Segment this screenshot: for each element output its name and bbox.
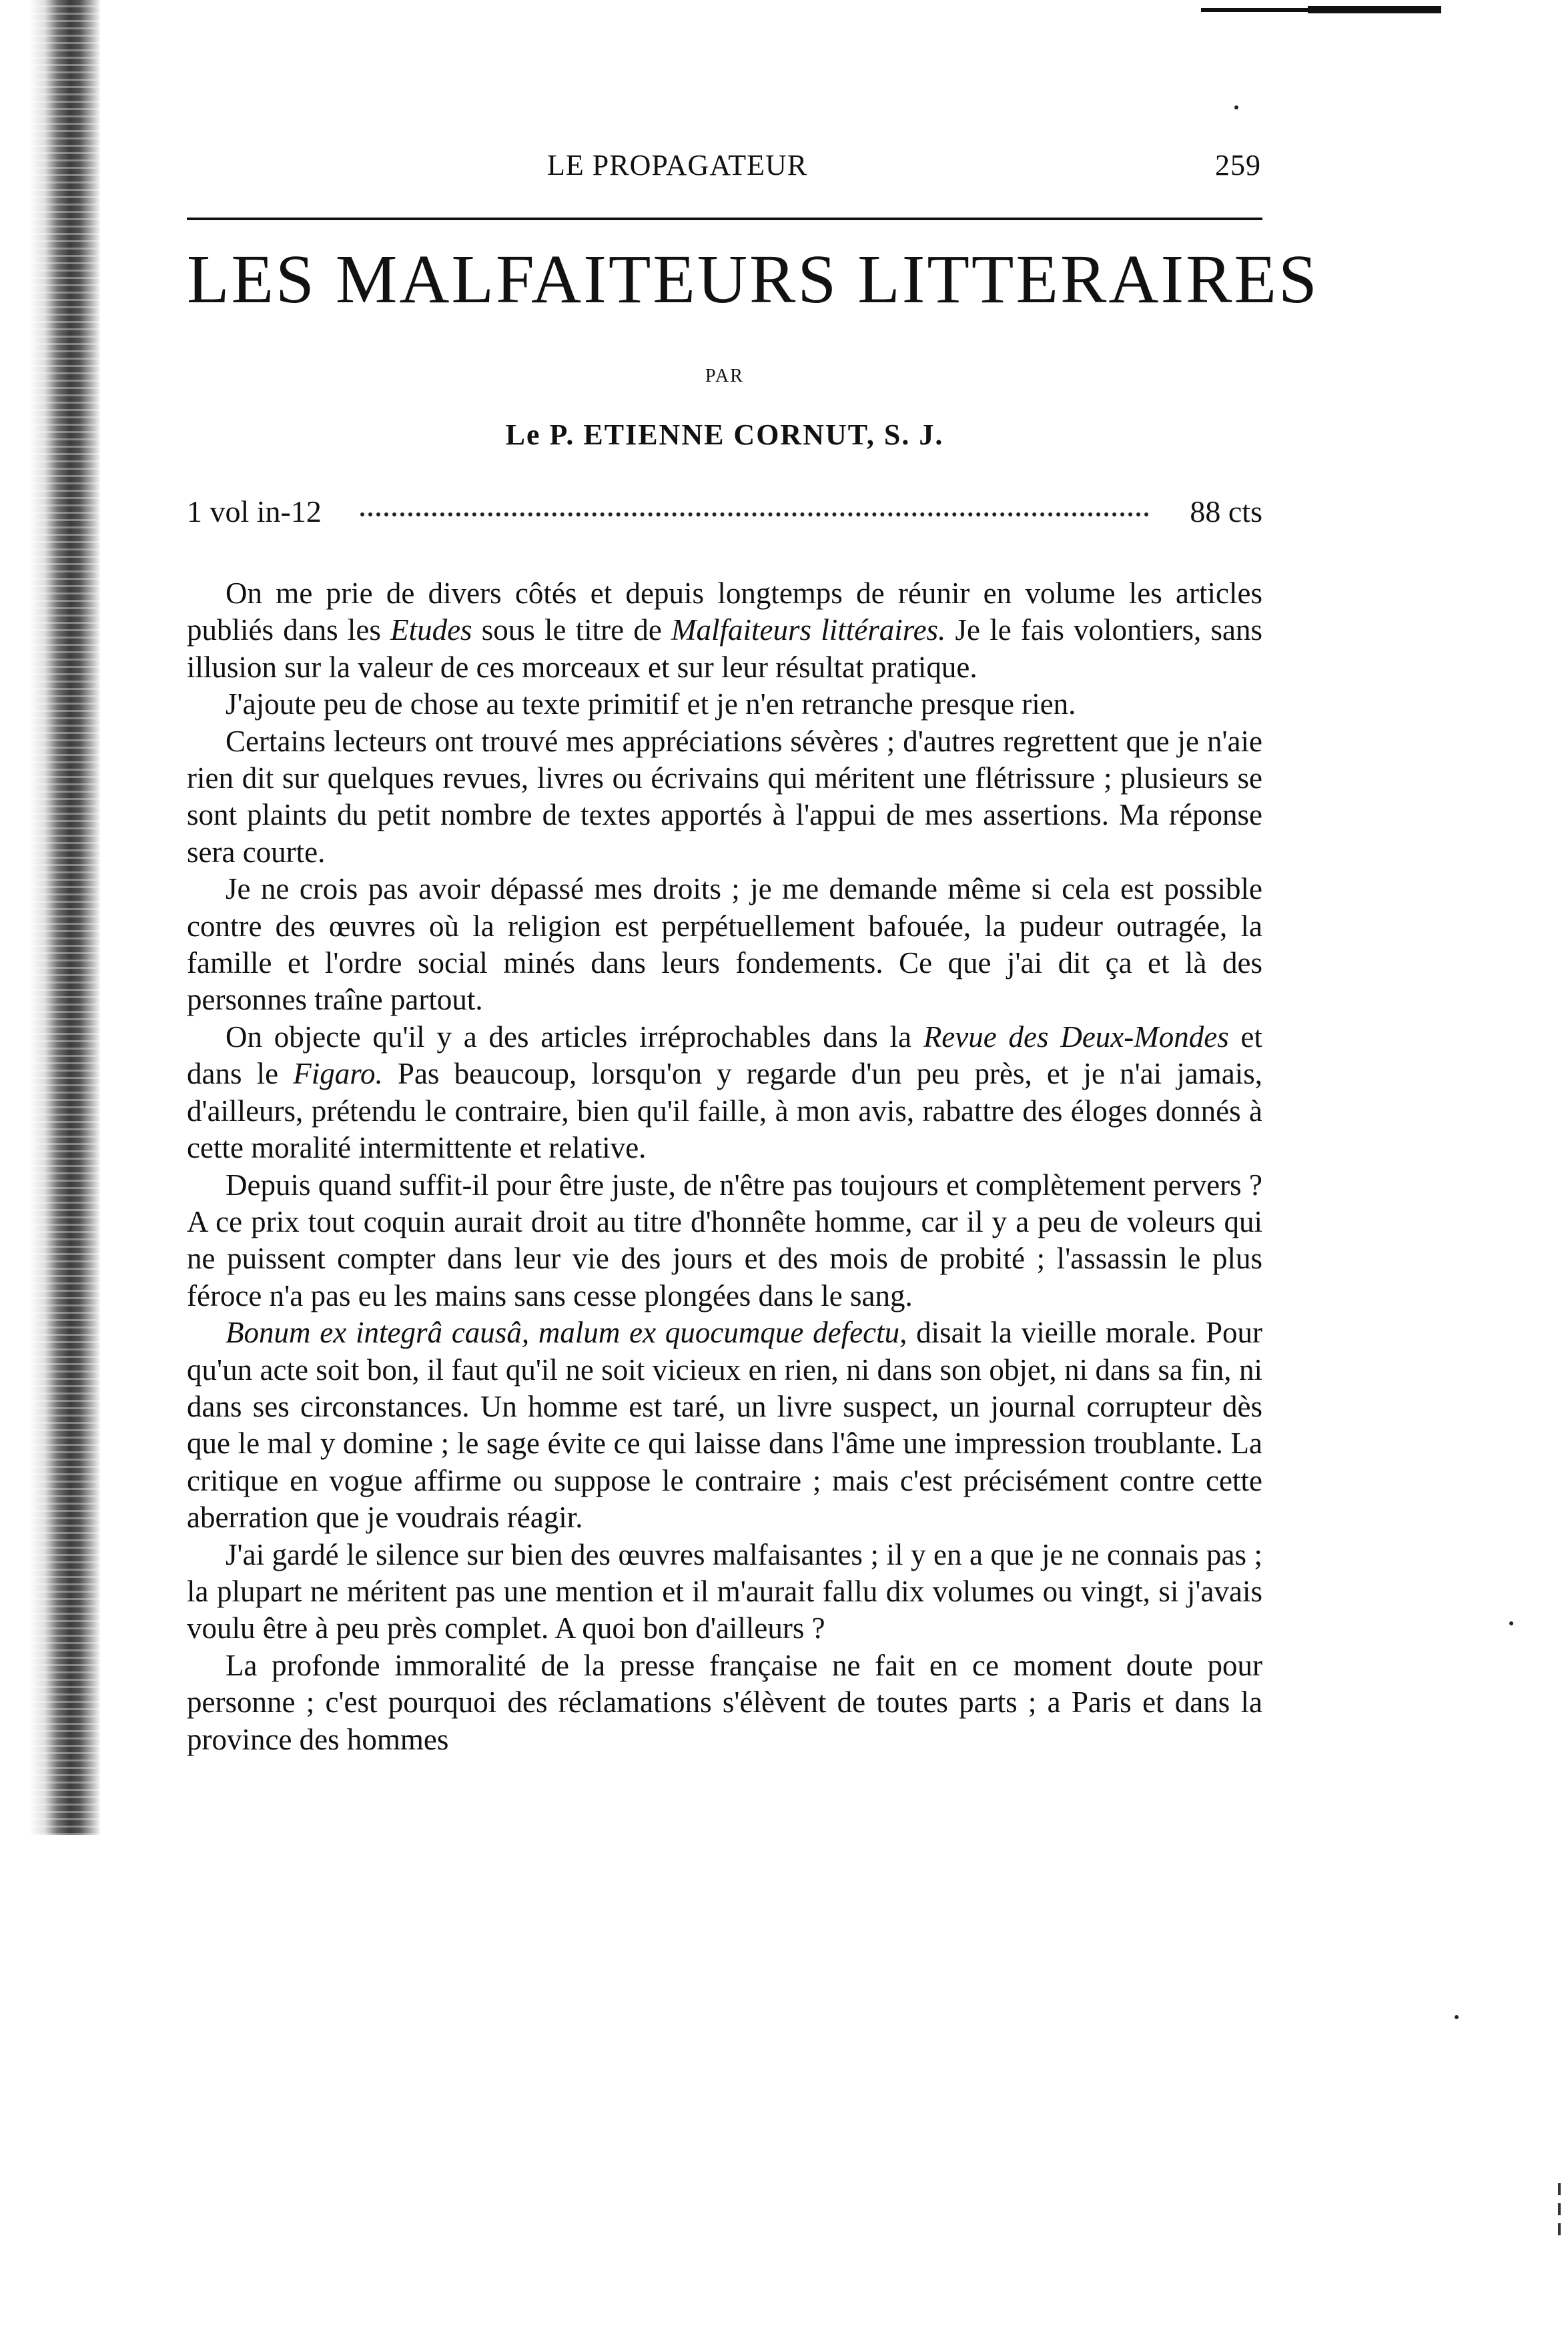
text-run: Je le fais volontiers, sans illusion sur la valeur de ces morceaux et sur leur résultat pratique. (187, 613, 1262, 684)
leader-dots (360, 512, 1149, 516)
article-body (187, 575, 1262, 1758)
author-line: Le P. ETIENNE CORNUT, S. J. (505, 418, 944, 451)
scan-speck (1234, 105, 1238, 109)
scan-binding-edge (0, 0, 100, 1835)
text-run: On me prie de divers côtés et depuis longtemps de réunir en volume les articles publiés dans les (187, 576, 1262, 647)
scan-speck (1509, 1621, 1513, 1625)
body-paragraph (187, 1314, 1262, 1536)
italic-run: Malfaiteurs littéraires. (671, 613, 946, 647)
scan-margin-marks (1558, 2175, 1561, 2235)
text-run: Depuis quand suffit-il pour être juste, de n'être pas toujours et complètement pervers ? A ce prix tout coquin aurait droit au titre d'honnête homme, car il y a peu de voleurs qui ne puissent compter dans leur vie des jours et des mois de probité ; l'assassin le plus féroce n'a pas eu les mains sans cesse plongées dans le sang. (187, 1168, 1262, 1312)
text-run: Certains lecteurs ont trouvé mes appréciations sévères ; d'autres regrettent que je n'aie rien dit sur quelques revues, livres ou écrivains qui méritent une flétrissure ; plusieurs se sont plaints du petit nombre de textes apportés à l'appui de mes assertions. Ma réponse sera courte. (187, 724, 1262, 869)
text-run: disait la vieille morale. Pour qu'un acte soit bon, il faut qu'il ne soit vicieux en rien, ni dans son objet, ni dans sa fin, ni dans ses circonstances. Un homme est taré, un livre suspect, un journal corrupteur dès que le mal y domine ; le sage évite ce qui laisse dans l'âme une impression troublante. La critique en vogue affirme ou suppose le contraire ; mais c'est précisément contre cette aberration que je voudrais réagir. (187, 1316, 1262, 1535)
by-line: PAR (705, 366, 744, 386)
volume-price-line (187, 494, 1262, 540)
body-paragraph (187, 575, 1262, 686)
text-run: J'ai gardé le silence sur bien des œuvres malfaisantes ; il y en a que je ne connais pas ; la plupart ne méritent pas une mention et il m'aurait fallu dix volumes ou vingt, si j'avais voulu être à peu près complet. A quoi bon d'ailleurs ? (187, 1537, 1262, 1645)
header-rule (187, 218, 1262, 220)
text-run: sous le titre de (472, 613, 672, 647)
italic-run: Etudes (390, 613, 472, 647)
text-run: Pas beaucoup, lorsqu'on y regarde d'un peu près, et je n'ai jamais, d'ailleurs, prétendu le contraire, bien qu'il faille, à mon avis, rabattre des éloges donnés à cette moralité intermittente et relative. (187, 1057, 1263, 1165)
text-run: La profonde immoralité de la presse française ne fait en ce moment doute pour personne ; c'est pourquoi des réclamations s'élèvent de toutes parts ; a Paris et dans la province des hommes (187, 1648, 1262, 1756)
body-paragraph (187, 1019, 1262, 1167)
text-run: Je ne crois pas avoir dépassé mes droits ; je me demande même si cela est possible contre des œuvres où la religion est perpétuellement bafouée, la pudeur outragée, la famille et l'ordre social minés dans leurs fondements. Ce que j'ai dit ça et là des personnes traîne partout. (187, 872, 1262, 1017)
page-number: 259 (1215, 149, 1261, 181)
body-paragraph (187, 1537, 1262, 1647)
text-run: et dans le (187, 1020, 1262, 1091)
body-paragraph (187, 1167, 1262, 1315)
running-head (187, 148, 1262, 188)
journal-title: LE PROPAGATEUR (547, 149, 808, 181)
price: 88 cts (1184, 494, 1262, 529)
body-paragraph (187, 723, 1262, 871)
article-title: LES MALFAITEURS LITTERAIRES (187, 241, 1319, 318)
body-paragraph (187, 871, 1262, 1019)
scan-speck (1455, 2015, 1459, 2019)
volume-format: 1 vol in-12 (187, 494, 327, 529)
italic-run: Figaro. (293, 1057, 383, 1091)
body-paragraph (187, 686, 1262, 723)
body-paragraph (187, 1647, 1262, 1758)
text-run: On objecte qu'il y a des articles irréprochables dans la (226, 1020, 923, 1054)
italic-run: Revue des Deux-Mondes (923, 1020, 1229, 1054)
italic-run: Bonum ex integrâ causâ, malum ex quocumque defectu, (226, 1316, 907, 1350)
scan-top-rule (1201, 8, 1441, 12)
text-run: J'ajoute peu de chose au texte primitif et je n'en retranche presque rien. (226, 687, 1076, 721)
